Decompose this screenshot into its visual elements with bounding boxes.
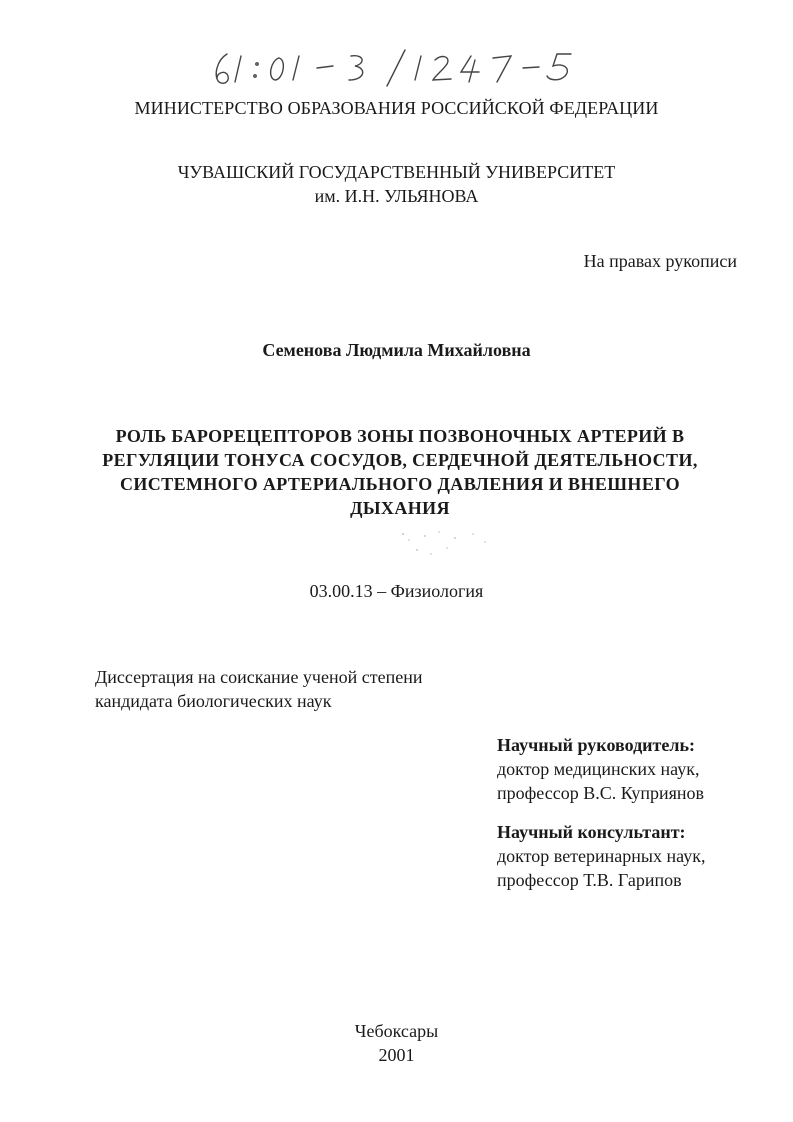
degree-line: Диссертация на соискание ученой степени — [95, 667, 423, 687]
degree-statement — [95, 665, 422, 713]
dissertation-title — [95, 424, 705, 520]
ministry-heading: МИНИСТЕРСТВО ОБРАЗОВАНИЯ РОССИЙСКОЙ ФЕДЕРАЦИИ — [134, 98, 659, 118]
scan-specks — [395, 528, 505, 560]
university-name: ЧУВАШСКИЙ ГОСУДАРСТВЕННЫЙ УНИВЕРСИТЕТ — [177, 162, 616, 182]
title-line: РОЛЬ БАРОРЕЦЕПТОРОВ ЗОНЫ ПОЗВОНОЧНЫХ АРТЕРИЙ В — [115, 426, 685, 446]
year: 2001 — [378, 1045, 415, 1065]
consultant-name: профессор Т.В. Гарипов — [497, 870, 682, 890]
city: Чебоксары — [354, 1021, 439, 1041]
author-name: Семенова Людмила Михайловна — [262, 340, 531, 360]
supervisor-role: Научный руководитель: — [497, 735, 695, 755]
manuscript-note: На правах рукописи — [583, 251, 737, 271]
consultant-degree: доктор ветеринарных наук, — [497, 846, 706, 866]
title-line: ДЫХАНИЯ — [350, 498, 450, 518]
specialty-code: 03.00.13 – Физиология — [309, 581, 484, 601]
university-namesake: им. И.Н. УЛЬЯНОВА — [314, 186, 479, 206]
handwritten-code-image — [205, 46, 605, 92]
supervisor-block — [497, 733, 704, 805]
consultant-role: Научный консультант: — [497, 822, 686, 842]
degree-line: кандидата биологических наук — [95, 691, 332, 711]
supervisor-name: профессор В.С. Куприянов — [497, 783, 705, 803]
handwritten-registry-code — [205, 46, 605, 92]
consultant-block — [497, 820, 705, 892]
title-line: РЕГУЛЯЦИИ ТОНУСА СОСУДОВ, СЕРДЕЧНОЙ ДЕЯТЕЛЬНОСТИ, — [102, 450, 698, 470]
title-line: СИСТЕМНОГО АРТЕРИАЛЬНОГО ДАВЛЕНИЯ И ВНЕШНЕГО — [119, 474, 681, 494]
supervisor-degree: доктор медицинских наук, — [497, 759, 700, 779]
scan-noise-image — [395, 528, 505, 560]
